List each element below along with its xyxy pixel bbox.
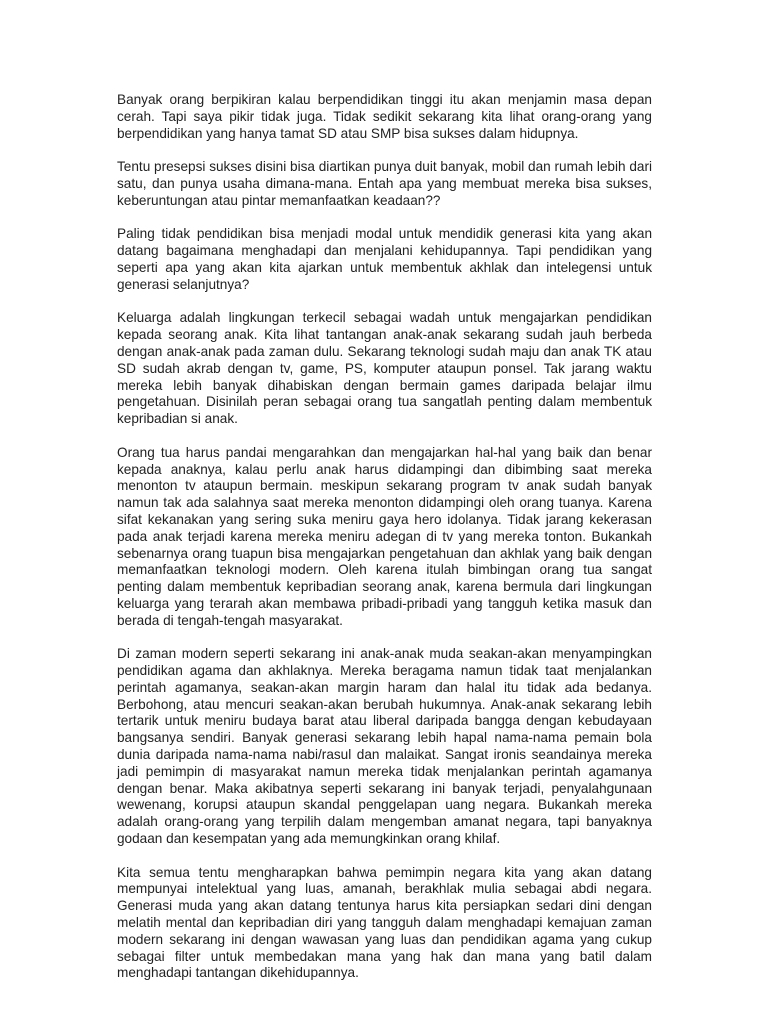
paragraph-3: Paling tidak pendidikan bisa menjadi modal untuk mendidik generasi kita yang akan datang bagaimana menghadapi dan menjalani kehidupannya. Tapi pendidikan yang seperti apa yang akan kita ajarkan untuk membentuk akhlak dan intelegensi untuk generasi selanjutnya? <box>117 226 652 292</box>
paragraph-4: Keluarga adalah lingkungan terkecil sebagai wadah untuk mengajarkan pendidikan kepada seorang anak. Kita lihat tantangan anak-anak sekarang sudah jauh berbeda dengan anak-anak pada zaman dulu. Sekarang teknologi sudah maju dan anak TK atau SD sudah akrab dengan tv, game, PS, komputer ataupun ponsel. Tak jarang waktu mereka lebih banyak dihabiskan dengan bermain games daripada belajar ilmu pengetahuan. Disinilah peran sebagai orang tua sangatlah penting dalam membentuk kepribadian si anak. <box>117 310 652 427</box>
paragraph-6: Di zaman modern seperti sekarang ini anak-anak muda seakan-akan menyampingkan pendidikan agama dan akhlaknya. Mereka beragama namun tidak taat menjalankan perintah agamanya, seakan-akan margin haram dan halal itu tidak ada bedanya. Berbohong, atau mencuri seakan-akan berubah hukumnya. Anak-anak sekarang lebih tertarik untuk meniru budaya barat atau liberal daripada bangga dengan kebudayaan bangsanya sendiri. Banyak generasi sekarang lebih hapal nama-nama pemain bola dunia daripada nama-nama nabi/rasul dan malaikat. Sangat ironis seandainya mereka jadi pemimpin di masyarakat namun mereka tidak menjalankan perintah agamanya dengan benar. Maka akibatnya seperti sekarang ini banyak terjadi, penyalahgunaan wewenang, korupsi ataupun skandal penggelapan uang negara. Bukankah mereka adalah orang-orang yang terpilih dalam mengemban amanat negara, tapi banyaknya godaan dan kesempatan yang ada memungkinkan orang khilaf. <box>117 646 652 847</box>
paragraph-7: Kita semua tentu mengharapkan bahwa pemimpin negara kita yang akan datang mempunyai intelektual yang luas, amanah, berakhlak mulia sebagai abdi negara. Generasi muda yang akan datang tentunya harus kita persiapkan sedari dini dengan melatih mental dan kepribadian diri yang tangguh dalam menghadapi kemajuan zaman modern sekarang ini dengan wawasan yang luas dan pendidikan agama yang cukup sebagai filter untuk membedakan mana yang hak dan mana yang batil dalam menghadapi tantangan dikehidupannya. <box>117 864 652 981</box>
document-body <box>117 92 652 999</box>
paragraph-1: Banyak orang berpikiran kalau berpendidikan tinggi itu akan menjamin masa depan cerah. Tapi saya pikir tidak juga. Tidak sedikit sekarang kita lihat orang-orang yang berpendidikan yang hanya tamat SD atau SMP bisa sukses dalam hidupnya. <box>117 92 652 141</box>
paragraph-2: Tentu presepsi sukses disini bisa diartikan punya duit banyak, mobil dan rumah lebih dari satu, dan punya usaha dimana-mana. Entah apa yang membuat mereka bisa sukses, keberuntungan atau pintar memanfaatkan keadaan?? <box>117 159 652 208</box>
paragraph-5: Orang tua harus pandai mengarahkan dan mengajarkan hal-hal yang baik dan benar kepada anaknya, kalau perlu anak harus didampingi dan dibimbing saat mereka menonton tv ataupun bermain. meskipun sekarang program tv anak sudah banyak namun tak ada salahnya saat mereka menonton didampingi oleh orang tuanya. Karena sifat kekanakan yang sering suka meniru gaya hero idolanya. Tidak jarang kekerasan pada anak terjadi karena mereka meniru adegan di tv yang mereka tonton. Bukankah sebenarnya orang tuapun bisa mengajarkan pengetahuan dan akhlak yang baik dengan memanfaatkan teknologi modern. Oleh karena itulah bimbingan orang tua sangat penting dalam membentuk kepribadian seorang anak, karena bermula dari lingkungan keluarga yang terarah akan membawa pribadi-pribadi yang tangguh ketika masuk dan berada di tengah-tengah masyarakat. <box>117 444 652 628</box>
